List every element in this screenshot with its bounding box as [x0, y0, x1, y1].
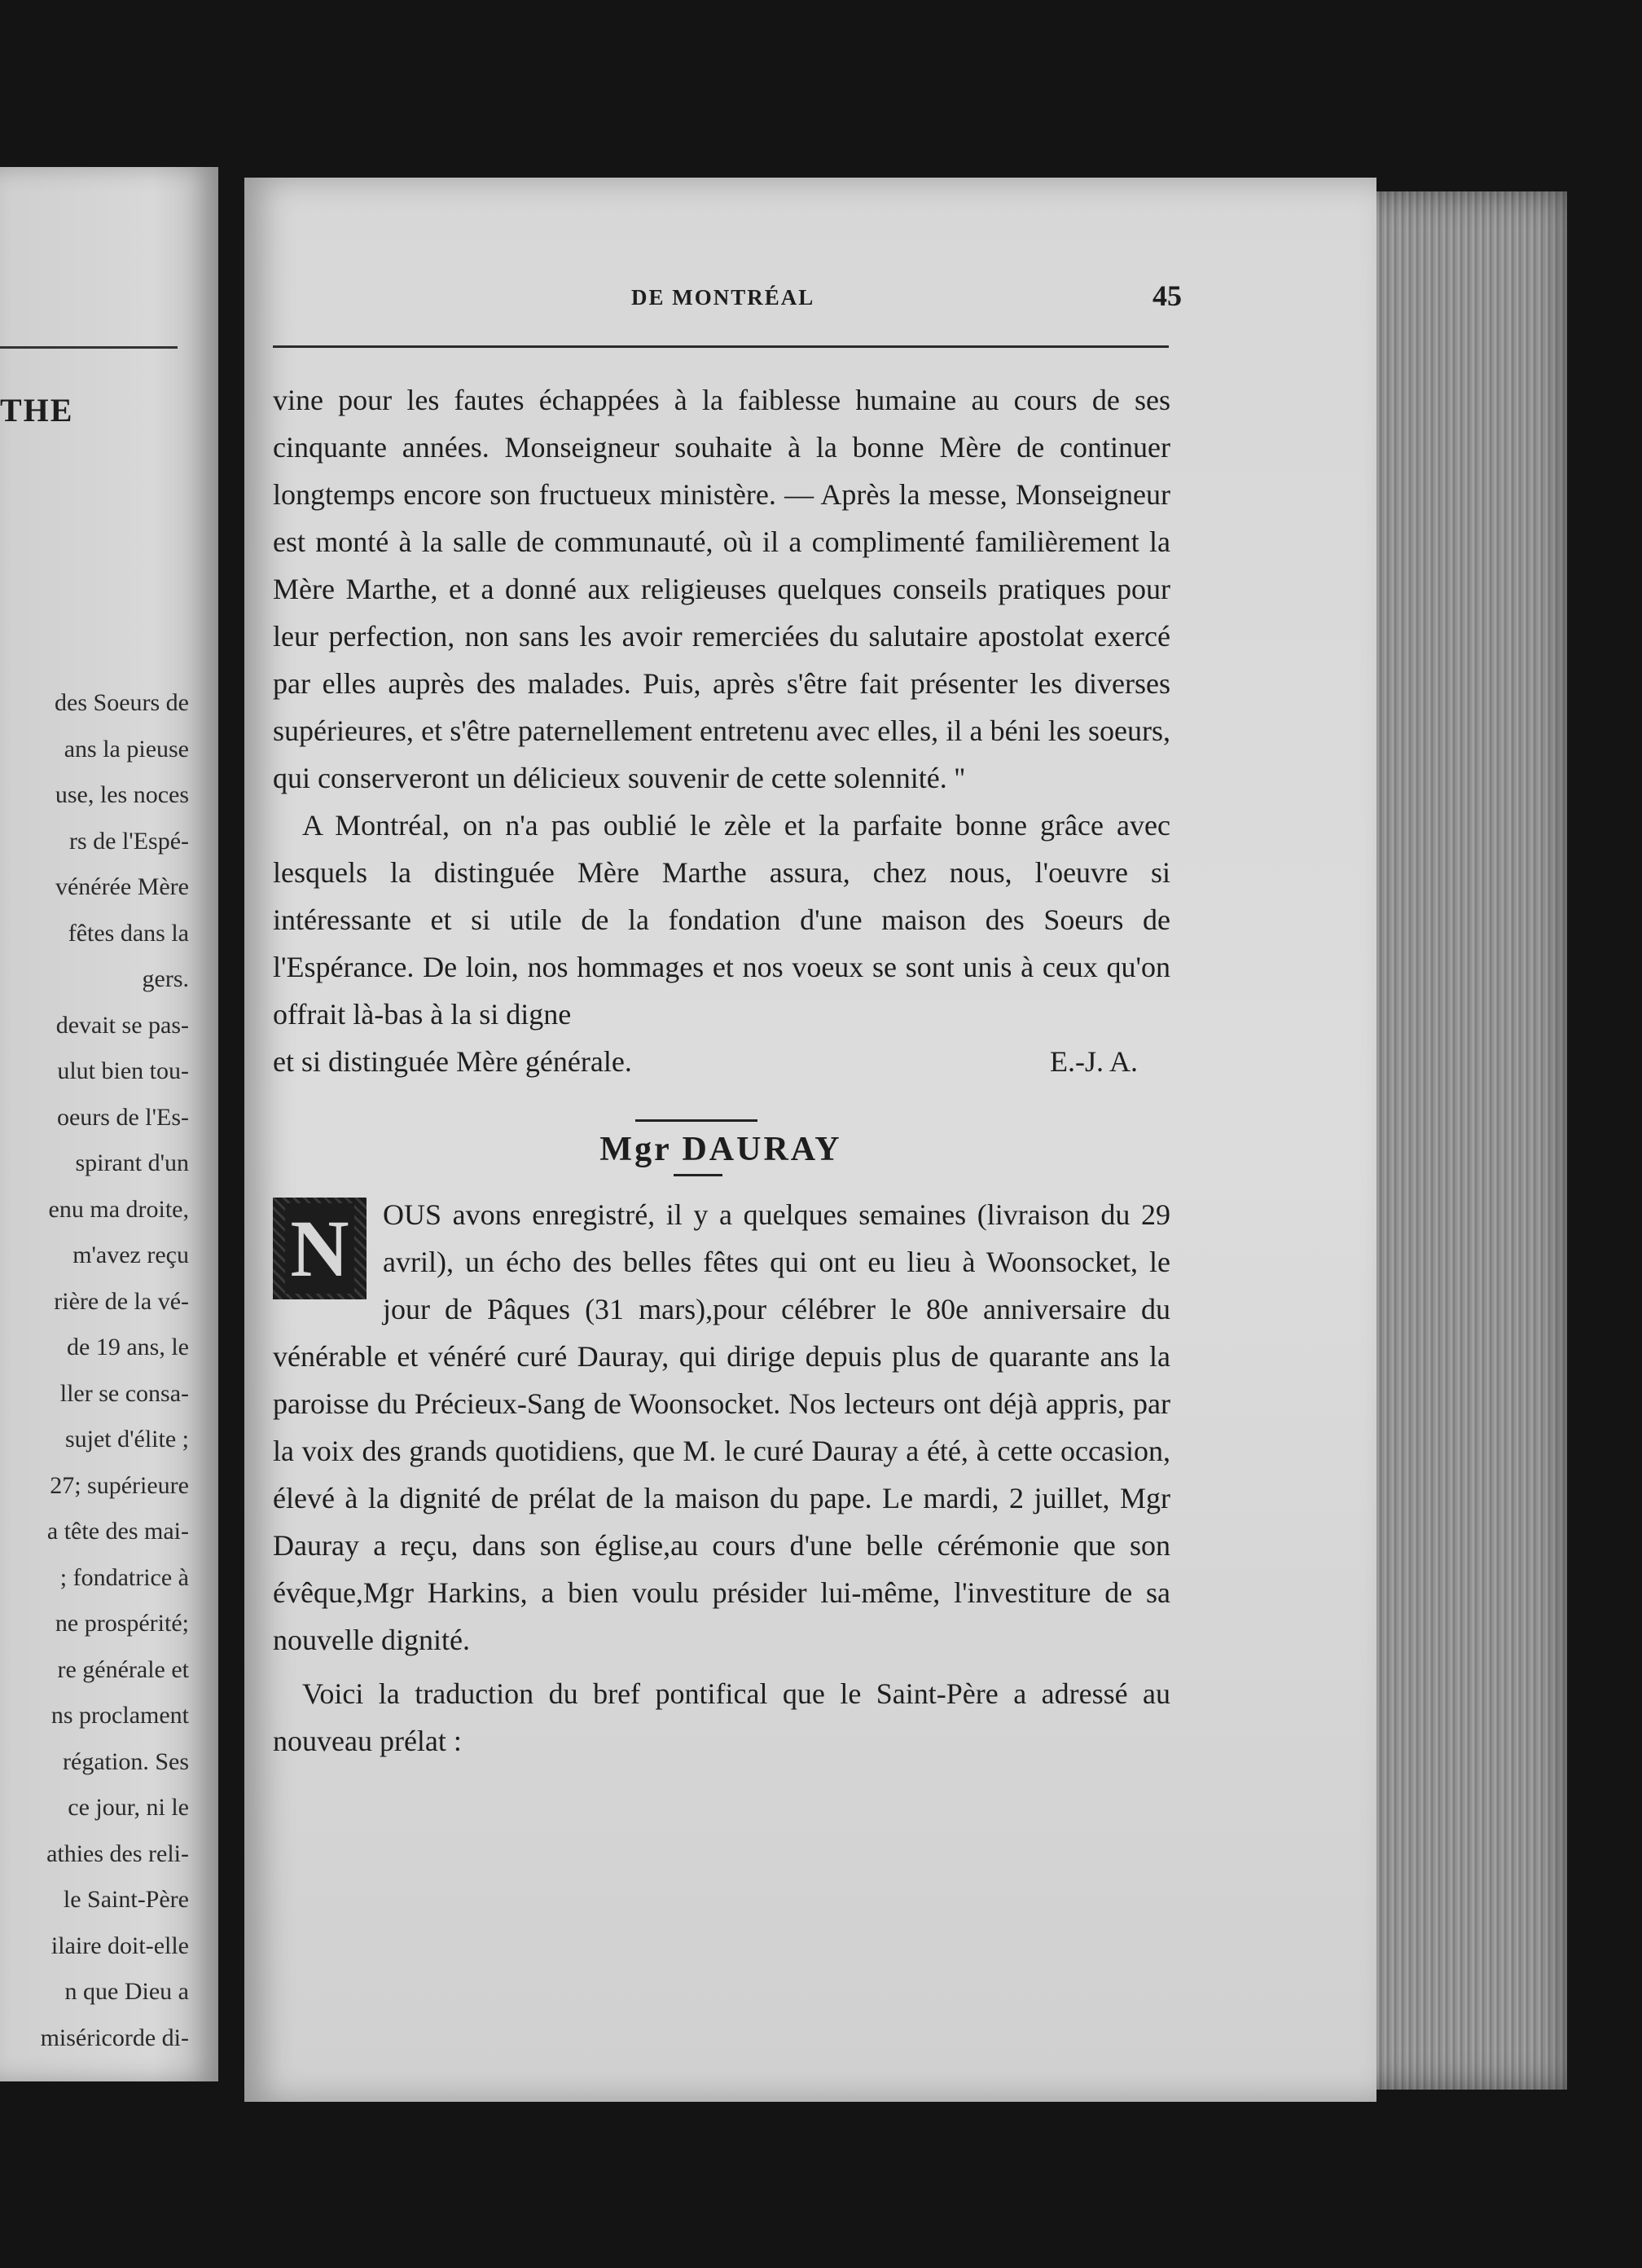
- paragraph: OUS avons enregistré, il y a quelques semaines (livraison du 29 avril), un écho des belles fêtes qui ont eu lieu à Woonsocket, le jour de Pâques (31 mars),pour célébrer le 80e anniversaire du vénérable et vénéré curé Dauray, qui dirige depuis plus de quarante ans la paroisse du Précieux-Sang de Woonsocket. Nos lecteurs ont déjà appris, par la voix des grands quotidiens, que M. le curé Dauray a été, à cette occasion, élevé à la dignité de prélat de la maison du pape. Le mardi, 2 juillet, Mgr Dauray a reçu, dans son église,au cours d'une belle cérémonie que son évêque,Mgr Harkins, a bien voulu présider lui-même, l'investiture de sa nouvelle dignité.: [273, 1198, 1170, 1656]
- left-page-line: ce jour, ni le: [68, 1794, 189, 1821]
- left-page-line: ulut bien tou-: [57, 1057, 189, 1084]
- left-page-line: ller se consa-: [59, 1379, 189, 1407]
- section-separator: [635, 1119, 757, 1122]
- left-page-line: miséricorde di-: [40, 2024, 189, 2051]
- left-page-line: vénérée Mère: [55, 873, 189, 900]
- left-page-line: ; fondatrice à: [59, 1563, 189, 1591]
- left-page-heading: THE: [0, 392, 74, 429]
- left-page-line: enu ma droite,: [48, 1195, 189, 1223]
- article-paragraph: [273, 1191, 1170, 1664]
- left-page-line: athies des reli-: [46, 1839, 189, 1867]
- left-page-line: régation. Ses: [63, 1747, 189, 1775]
- page-number: 45: [1152, 279, 1182, 312]
- paragraph-last-line: et si distinguée Mère générale.: [273, 1045, 632, 1078]
- left-page-line: spirant d'un: [75, 1149, 189, 1176]
- left-page-line: use, les noces: [55, 781, 189, 808]
- article-body: [273, 376, 1170, 1085]
- left-page-line: gers.: [142, 965, 189, 992]
- header-rule: [273, 345, 1169, 348]
- signature: E.-J. A.: [1050, 1045, 1138, 1078]
- book-page-edges: [1354, 191, 1567, 2090]
- left-page-line: rière de la vé-: [54, 1287, 189, 1315]
- left-page-line: des Soeurs de: [55, 689, 189, 716]
- left-page-line: de 19 ans, le: [67, 1334, 189, 1360]
- drop-cap-initial: [273, 1198, 367, 1299]
- section-title: Mgr DAURAY: [599, 1131, 842, 1168]
- paragraph: vine pour les fautes échappées à la faiblesse humaine au cours de ses cinquante années. Monseigneur souhaite à la bonne Mère de continuer longtemps encore son fructueux ministère. — Après la messe, Monseigneur est monté à la salle de communauté, où il a complimenté familièrement la Mère Marthe, et a donné aux religieuses quelques conseils pratiques pour leur perfection, non sans les avoir remerciées du salutaire apostolat exercé par elles auprès des malades. Puis, après s'être fait présenter les diverses supérieures, et s'être paternellement entretenu avec elles, il a béni les soeurs, qui conserveront un délicieux souvenir de cette solennité. '': [273, 384, 1170, 794]
- left-page-line: sujet d'élite ;: [64, 1426, 189, 1453]
- left-page-line: devait se pas-: [55, 1011, 189, 1039]
- left-page-line: ans la pieuse: [64, 735, 189, 763]
- paragraph: Voici la traduction du bref pontifical que le Saint-Père a adressé au nouveau prélat :: [273, 1677, 1170, 1757]
- left-page-line: oeurs de l'Es-: [56, 1103, 189, 1131]
- left-page-line: le Saint-Père: [63, 1886, 189, 1913]
- left-page: [0, 167, 218, 2081]
- left-page-line: n que Dieu a: [64, 1978, 189, 2005]
- left-page-text: [0, 680, 189, 2061]
- title-underline: [674, 1174, 722, 1176]
- left-page-line: ns proclament: [50, 1702, 189, 1729]
- paragraph: A Montréal, on n'a pas oublié le zèle et la parfaite bonne grâce avec lesquels la distinguée Mère Marthe assura, chez nous, l'oeuvre si intéressante et si utile de la fondation d'une maison des Soeurs de l'Espérance. De loin, nos hommages et nos voeux se sont unis à ceux qu'on offrait là-bas à la si digne: [273, 809, 1170, 1031]
- left-page-line: re générale et: [57, 1655, 189, 1683]
- running-head-title: DE MONTRÉAL: [631, 285, 815, 310]
- page-content: [273, 277, 1182, 1794]
- left-page-line: rs de l'Espé-: [68, 827, 189, 855]
- left-page-line: ne prospérité;: [55, 1610, 189, 1637]
- running-head: [273, 277, 1182, 326]
- drop-cap-letter: N: [285, 1203, 353, 1294]
- left-page-line: fêtes dans la: [68, 919, 189, 947]
- signature-line: [273, 1038, 1170, 1085]
- left-page-line: a tête des mai-: [46, 1518, 189, 1545]
- left-page-line: 27; supérieure: [50, 1471, 189, 1499]
- left-page-line: ilaire doit-elle: [50, 1932, 189, 1959]
- left-page-line: m'avez reçu: [72, 1242, 189, 1268]
- left-page-rule: [0, 346, 178, 349]
